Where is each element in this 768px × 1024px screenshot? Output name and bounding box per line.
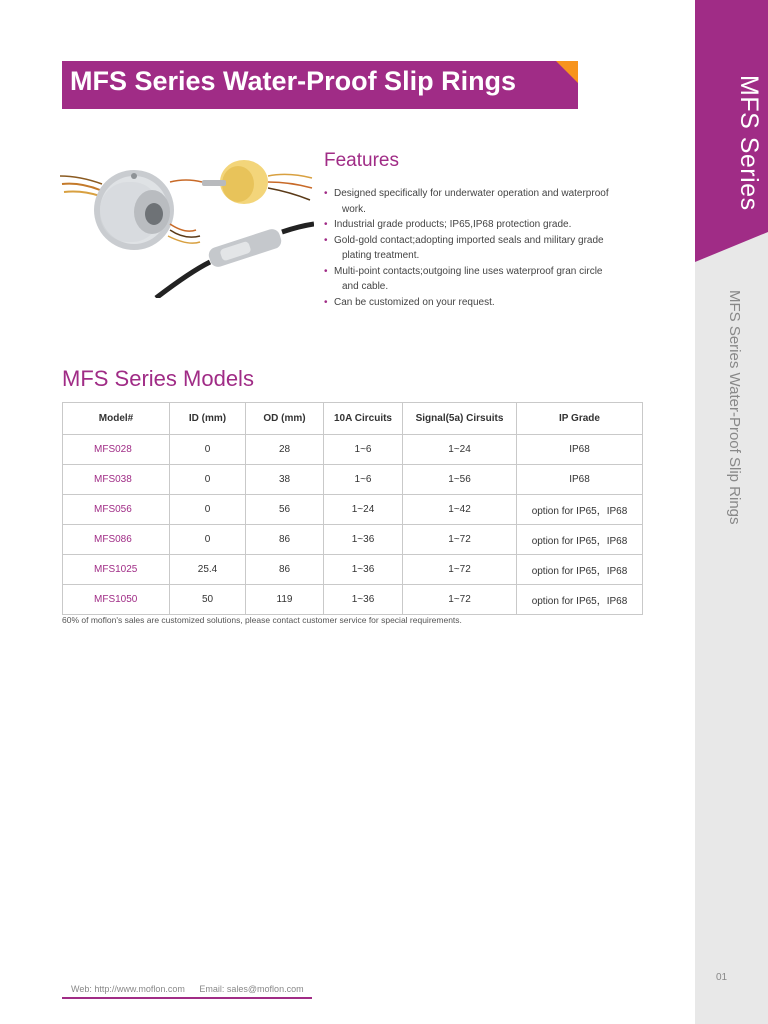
sidebar-title: MFS Series: [735, 75, 763, 211]
table-row: [63, 435, 643, 465]
footer: [71, 984, 316, 994]
column-header: Model#: [63, 403, 170, 435]
table-cell: 56: [246, 495, 324, 525]
column-header: OD (mm): [246, 403, 324, 435]
page-title: MFS Series Water-Proof Slip Rings: [70, 66, 517, 96]
table-cell: 86: [246, 555, 324, 585]
table-cell: 0: [170, 465, 246, 495]
table-cell: 0: [170, 435, 246, 465]
table-cell: 0: [170, 495, 246, 525]
feature-item: • Designed specifically for underwater operation and waterproof work.: [324, 186, 654, 217]
model-cell: MFS1050: [63, 585, 170, 615]
table-row: [63, 555, 643, 585]
table-cell: IP68: [517, 435, 643, 465]
table-row: [63, 495, 643, 525]
models-table: [62, 402, 643, 615]
table-cell: 50: [170, 585, 246, 615]
table-cell: 0: [170, 525, 246, 555]
website-link[interactable]: Web: http://www.moflon.com: [71, 984, 185, 994]
model-cell: MFS038: [63, 465, 170, 495]
table-cell: option for IP65，IP68: [517, 585, 643, 615]
table-row: [63, 525, 643, 555]
footer-divider: [62, 997, 142, 999]
model-cell: MFS056: [63, 495, 170, 525]
page-number: 01: [716, 972, 728, 983]
feature-item: • Industrial grade products; IP65,IP68 protection grade.: [324, 217, 654, 233]
table-cell: 119: [246, 585, 324, 615]
table-cell: 1~72: [403, 525, 517, 555]
model-cell: MFS1025: [63, 555, 170, 585]
feature-item: • Multi-point contacts;outgoing line uses waterproof gran circle and cable.: [324, 264, 654, 295]
table-cell: 1~42: [403, 495, 517, 525]
sidebar-subtitle: MFS Series Water-Proof Slip Rings: [726, 290, 743, 525]
table-cell: option for IP65，IP68: [517, 555, 643, 585]
table-cell: 1~24: [403, 435, 517, 465]
table-cell: 1~6: [324, 435, 403, 465]
table-cell: 28: [246, 435, 324, 465]
email-link[interactable]: Email: sales@moflon.com: [199, 984, 304, 994]
table-cell: 1~36: [324, 585, 403, 615]
column-header: Signal(5a) Cirsuits: [403, 403, 517, 435]
product-photo: [60, 142, 314, 298]
feature-item: • Can be customized on your request.: [324, 295, 654, 311]
features-list: [324, 186, 654, 310]
banner-corner-accent: [556, 61, 578, 83]
features-heading: Features: [324, 150, 399, 171]
model-cell: MFS028: [63, 435, 170, 465]
table-cell: 86: [246, 525, 324, 555]
table-cell: 1~6: [324, 465, 403, 495]
table-row: [63, 585, 643, 615]
table-header-row: [63, 403, 643, 435]
table-cell: 1~56: [403, 465, 517, 495]
model-cell: MFS086: [63, 525, 170, 555]
table-row: [63, 465, 643, 495]
models-heading: MFS Series Models: [62, 366, 254, 391]
feature-item: • Gold-gold contact;adopting imported seals and military grade plating treatment.: [324, 233, 654, 264]
column-header: 10A Circuits: [324, 403, 403, 435]
table-cell: 25.4: [170, 555, 246, 585]
table-cell: 38: [246, 465, 324, 495]
table-cell: 1~24: [324, 495, 403, 525]
table-cell: 1~36: [324, 525, 403, 555]
column-header: IP Grade: [517, 403, 643, 435]
table-cell: option for IP65，IP68: [517, 495, 643, 525]
footer-divider: [142, 997, 312, 999]
column-header: ID (mm): [170, 403, 246, 435]
table-cell: option for IP65，IP68: [517, 525, 643, 555]
table-cell: IP68: [517, 465, 643, 495]
customization-note: 60% of moflon's sales are customized solutions, please contact customer service for special requirements.: [62, 615, 462, 625]
table-cell: 1~72: [403, 585, 517, 615]
table-cell: 1~36: [324, 555, 403, 585]
table-cell: 1~72: [403, 555, 517, 585]
sidebar-band-cut: [695, 232, 768, 262]
